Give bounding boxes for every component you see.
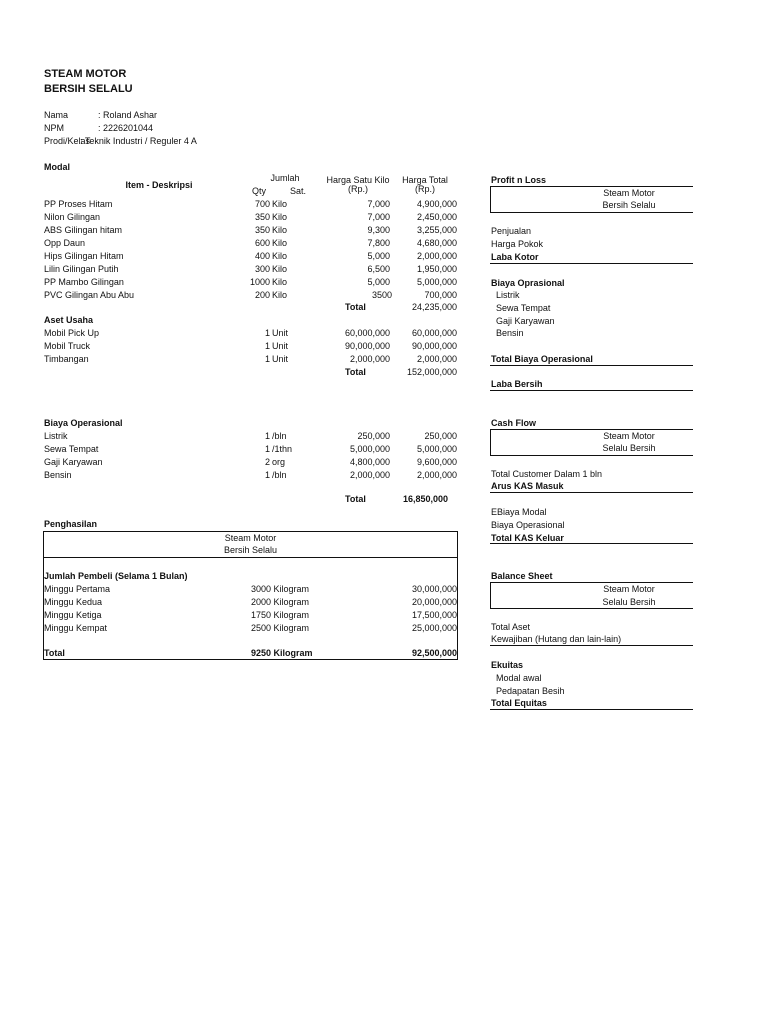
aset-total: 60,000,000 bbox=[411, 328, 457, 338]
cashflow-arus-masuk-line bbox=[490, 492, 693, 493]
modal-total: 4,900,000 bbox=[416, 199, 457, 209]
aset-total-label: Total bbox=[345, 367, 366, 377]
profit-total-biaya-line bbox=[490, 365, 693, 366]
aset-price: 2,000,000 bbox=[349, 354, 390, 364]
modal-heading: Modal bbox=[44, 162, 70, 172]
aset-total: 2,000,000 bbox=[416, 354, 457, 364]
biaya-sat: /bln bbox=[272, 431, 287, 441]
aset-sat: Unit bbox=[272, 354, 289, 364]
modal-total: 4,680,000 bbox=[416, 238, 457, 248]
biaya-total: 9,600,000 bbox=[416, 457, 457, 467]
modal-sat: Kilo bbox=[272, 199, 288, 209]
modal-item: PP Proses Hitam bbox=[44, 199, 113, 209]
biaya-sat: /bln bbox=[272, 470, 287, 480]
balance-ekuitas: Ekuitas bbox=[491, 660, 524, 670]
aset-total-value: 152,000,000 bbox=[406, 367, 457, 377]
balance-box-left bbox=[490, 582, 491, 609]
modal-item: PP Mambo Gilingan bbox=[44, 277, 124, 287]
balance-pendapatan: Pedapatan Besih bbox=[496, 686, 565, 696]
aset-item: Timbangan bbox=[44, 354, 89, 364]
balance-box-bottom bbox=[490, 608, 693, 609]
col-harga-total-header-2: (Rp.) bbox=[415, 184, 435, 194]
balance-box-line-2: Selalu Bersih bbox=[602, 597, 656, 607]
modal-qty: 600 bbox=[254, 238, 270, 248]
aset-total: 90,000,000 bbox=[411, 341, 457, 351]
profit-box-bottom bbox=[490, 212, 693, 213]
biaya-qty: 1 bbox=[264, 444, 270, 454]
modal-qty: 700 bbox=[254, 199, 270, 209]
profit-biaya-item: Listrik bbox=[496, 290, 520, 300]
aset-qty: 1 bbox=[264, 341, 270, 351]
profit-total-biaya: Total Biaya Operasional bbox=[491, 354, 593, 364]
modal-qty: 350 bbox=[254, 212, 270, 222]
profit-laba-kotor-line bbox=[490, 263, 693, 264]
modal-price: 5,000 bbox=[367, 251, 390, 261]
biaya-item: Gaji Karyawan bbox=[44, 457, 103, 467]
profit-box-line-2: Bersih Selalu bbox=[602, 200, 656, 210]
aset-qty: 1 bbox=[264, 354, 270, 364]
modal-item: Hips Gilingan Hitam bbox=[44, 251, 124, 261]
cashflow-arus-masuk: Arus KAS Masuk bbox=[491, 481, 564, 491]
profit-biaya-heading: Biaya Oprasional bbox=[491, 278, 565, 288]
profit-biaya-item: Gaji Karyawan bbox=[496, 316, 555, 326]
balance-kewajiban-line bbox=[490, 645, 693, 646]
modal-total: 1,950,000 bbox=[416, 264, 457, 274]
modal-price: 7,800 bbox=[367, 238, 390, 248]
col-item-header: Item - Deskripsi bbox=[125, 180, 193, 190]
biaya-total: 2,000,000 bbox=[416, 470, 457, 480]
cashflow-heading: Cash Flow bbox=[491, 418, 537, 428]
profit-biaya-item: Bensin bbox=[496, 328, 524, 338]
modal-item: Nilon Gilingan bbox=[44, 212, 101, 222]
cashflow-box-line-2: Selalu Bersih bbox=[602, 443, 656, 453]
balance-total-ekuitas-line bbox=[490, 709, 693, 710]
cashflow-biaya-operasional: Biaya Operasional bbox=[491, 520, 565, 530]
modal-sat: Kilo bbox=[272, 238, 288, 248]
modal-qty: 400 bbox=[254, 251, 270, 261]
modal-qty: 1000 bbox=[249, 277, 270, 287]
info-value-nama: : Roland Ashar bbox=[98, 110, 158, 120]
penghasilan-value: 25,000,000 bbox=[411, 623, 457, 633]
modal-total: 3,255,000 bbox=[416, 225, 457, 235]
cashflow-total-customer: Total Customer Dalam 1 bln bbox=[491, 469, 603, 479]
col-qty-header: Qty bbox=[252, 186, 267, 196]
cashflow-box-bottom bbox=[490, 455, 693, 456]
penghasilan-box-line-2: Bersih Selalu bbox=[223, 545, 278, 555]
biaya-price: 5,000,000 bbox=[349, 444, 390, 454]
modal-item: Opp Daun bbox=[44, 238, 86, 248]
biaya-total-label: Total bbox=[345, 494, 366, 504]
aset-price: 90,000,000 bbox=[344, 341, 390, 351]
profit-box-line-1: Steam Motor bbox=[603, 188, 655, 198]
penghasilan-qty: 2000 Kilogram bbox=[251, 597, 310, 607]
cashflow-total-keluar: Total KAS Keluar bbox=[491, 533, 564, 543]
modal-qty: 300 bbox=[254, 264, 270, 274]
balance-kewajiban: Kewajiban (Hutang dan lain-lain) bbox=[491, 634, 622, 644]
modal-total-value: 24,235,000 bbox=[411, 302, 457, 312]
biaya-total-value: 16,850,000 bbox=[402, 494, 448, 504]
aset-sat: Unit bbox=[272, 328, 289, 338]
info-label-nama: Nama bbox=[44, 110, 69, 120]
info-label-npm: NPM bbox=[44, 123, 64, 133]
penghasilan-sub-heading: Jumlah Pembeli (Selama 1 Bulan) bbox=[44, 571, 188, 581]
biaya-qty: 2 bbox=[264, 457, 270, 467]
modal-qty: 350 bbox=[254, 225, 270, 235]
modal-price: 7,000 bbox=[367, 212, 390, 222]
profit-laba-bersih: Laba Bersih bbox=[491, 379, 543, 389]
modal-total-label: Total bbox=[345, 302, 366, 312]
aset-heading: Aset Usaha bbox=[44, 315, 94, 325]
penghasilan-label: Minggu Kempat bbox=[44, 623, 108, 633]
modal-total: 2,000,000 bbox=[416, 251, 457, 261]
balance-total-aset: Total Aset bbox=[491, 622, 531, 632]
col-harga-satu-header-1: Harga Satu Kilo bbox=[326, 175, 390, 185]
profit-penjualan: Penjualan bbox=[491, 226, 532, 236]
penghasilan-label: Minggu Pertama bbox=[44, 584, 111, 594]
penghasilan-right-border bbox=[457, 558, 458, 660]
penghasilan-box-line-1: Steam Motor bbox=[224, 533, 277, 543]
profit-harga-pokok: Harga Pokok bbox=[491, 239, 544, 249]
col-harga-total-header-1: Harga Total bbox=[402, 175, 448, 185]
profit-laba-kotor: Laba Kotor bbox=[491, 252, 539, 262]
modal-item: Lilin Gilingan Putih bbox=[44, 264, 119, 274]
modal-total: 5,000,000 bbox=[416, 277, 457, 287]
modal-total: 2,450,000 bbox=[416, 212, 457, 222]
penghasilan-qty: 2500 Kilogram bbox=[251, 623, 310, 633]
title-line-1: STEAM MOTOR bbox=[44, 68, 127, 80]
biaya-price: 4,800,000 bbox=[349, 457, 390, 467]
modal-price: 9,300 bbox=[367, 225, 390, 235]
modal-total: 700,000 bbox=[424, 290, 457, 300]
penghasilan-heading: Penghasilan bbox=[44, 519, 98, 529]
modal-sat: Kilo bbox=[272, 251, 288, 261]
modal-sat: Kilo bbox=[272, 264, 288, 274]
biaya-price: 250,000 bbox=[357, 431, 390, 441]
cashflow-total-keluar-line bbox=[490, 543, 693, 544]
info-value-prodi: : Teknik Industri / Reguler 4 A bbox=[80, 136, 197, 146]
modal-sat: Kilo bbox=[272, 225, 288, 235]
aset-item: Mobil Pick Up bbox=[44, 328, 100, 338]
penghasilan-value: 20,000,000 bbox=[411, 597, 457, 607]
aset-sat: Unit bbox=[272, 341, 289, 351]
aset-qty: 1 bbox=[264, 328, 270, 338]
profit-heading: Profit n Loss bbox=[491, 175, 547, 185]
title-line-2: BERSIH SELALU bbox=[44, 83, 133, 95]
penghasilan-bottom-border bbox=[43, 659, 458, 660]
modal-price: 3500 bbox=[371, 290, 392, 300]
aset-item: Mobil Truck bbox=[44, 341, 91, 351]
modal-qty: 200 bbox=[254, 290, 270, 300]
biaya-sat: org bbox=[272, 457, 286, 467]
balance-heading: Balance Sheet bbox=[491, 571, 553, 581]
penghasilan-total-label: Total bbox=[44, 648, 65, 658]
penghasilan-qty: 3000 Kilogram bbox=[251, 584, 310, 594]
penghasilan-value: 17,500,000 bbox=[411, 610, 457, 620]
profit-box-left bbox=[490, 186, 491, 213]
cashflow-biaya-modal: EBiaya Modal bbox=[491, 507, 547, 517]
penghasilan-total-value: 92,500,000 bbox=[411, 648, 457, 658]
biaya-item: Sewa Tempat bbox=[44, 444, 99, 454]
modal-item: PVC Gilingan Abu Abu bbox=[44, 290, 135, 300]
biaya-sat: /1thn bbox=[272, 444, 293, 454]
balance-box-line-1: Steam Motor bbox=[603, 584, 655, 594]
balance-modal-awal: Modal awal bbox=[496, 673, 542, 683]
cashflow-box-line-1: Steam Motor bbox=[603, 431, 655, 441]
penghasilan-label: Minggu Kedua bbox=[44, 597, 103, 607]
modal-sat: Kilo bbox=[272, 277, 288, 287]
biaya-total: 250,000 bbox=[424, 431, 457, 441]
profit-box-top bbox=[490, 186, 693, 187]
col-sat-header: Sat. bbox=[290, 186, 307, 196]
biaya-item: Bensin bbox=[44, 470, 72, 480]
profit-laba-bersih-line bbox=[490, 390, 693, 391]
modal-price: 5,000 bbox=[367, 277, 390, 287]
penghasilan-value: 30,000,000 bbox=[411, 584, 457, 594]
balance-total-ekuitas: Total Equitas bbox=[491, 698, 547, 708]
biaya-heading: Biaya Operasional bbox=[44, 418, 123, 428]
penghasilan-qty: 1750 Kilogram bbox=[251, 610, 310, 620]
penghasilan-total-qty: 9250 Kilogram bbox=[251, 648, 313, 658]
penghasilan-label: Minggu Ketiga bbox=[44, 610, 102, 620]
balance-box-top bbox=[490, 582, 693, 583]
biaya-qty: 1 bbox=[264, 470, 270, 480]
modal-price: 6,500 bbox=[367, 264, 390, 274]
biaya-total: 5,000,000 bbox=[416, 444, 457, 454]
biaya-price: 2,000,000 bbox=[349, 470, 390, 480]
cashflow-box-left bbox=[490, 429, 491, 456]
cashflow-box-top bbox=[490, 429, 693, 430]
modal-item: ABS Gilingan hitam bbox=[44, 225, 123, 235]
biaya-qty: 1 bbox=[264, 431, 270, 441]
modal-sat: Kilo bbox=[272, 290, 288, 300]
aset-price: 60,000,000 bbox=[344, 328, 390, 338]
modal-price: 7,000 bbox=[367, 199, 390, 209]
info-label-prodi: Prodi/Kelas bbox=[44, 136, 91, 146]
col-jumlah-header: Jumlah bbox=[270, 173, 300, 183]
info-value-npm: : 2226201044 bbox=[98, 123, 154, 133]
profit-biaya-item: Sewa Tempat bbox=[496, 303, 551, 313]
modal-sat: Kilo bbox=[272, 212, 288, 222]
biaya-item: Listrik bbox=[44, 431, 68, 441]
col-harga-satu-header-2: (Rp.) bbox=[348, 184, 368, 194]
